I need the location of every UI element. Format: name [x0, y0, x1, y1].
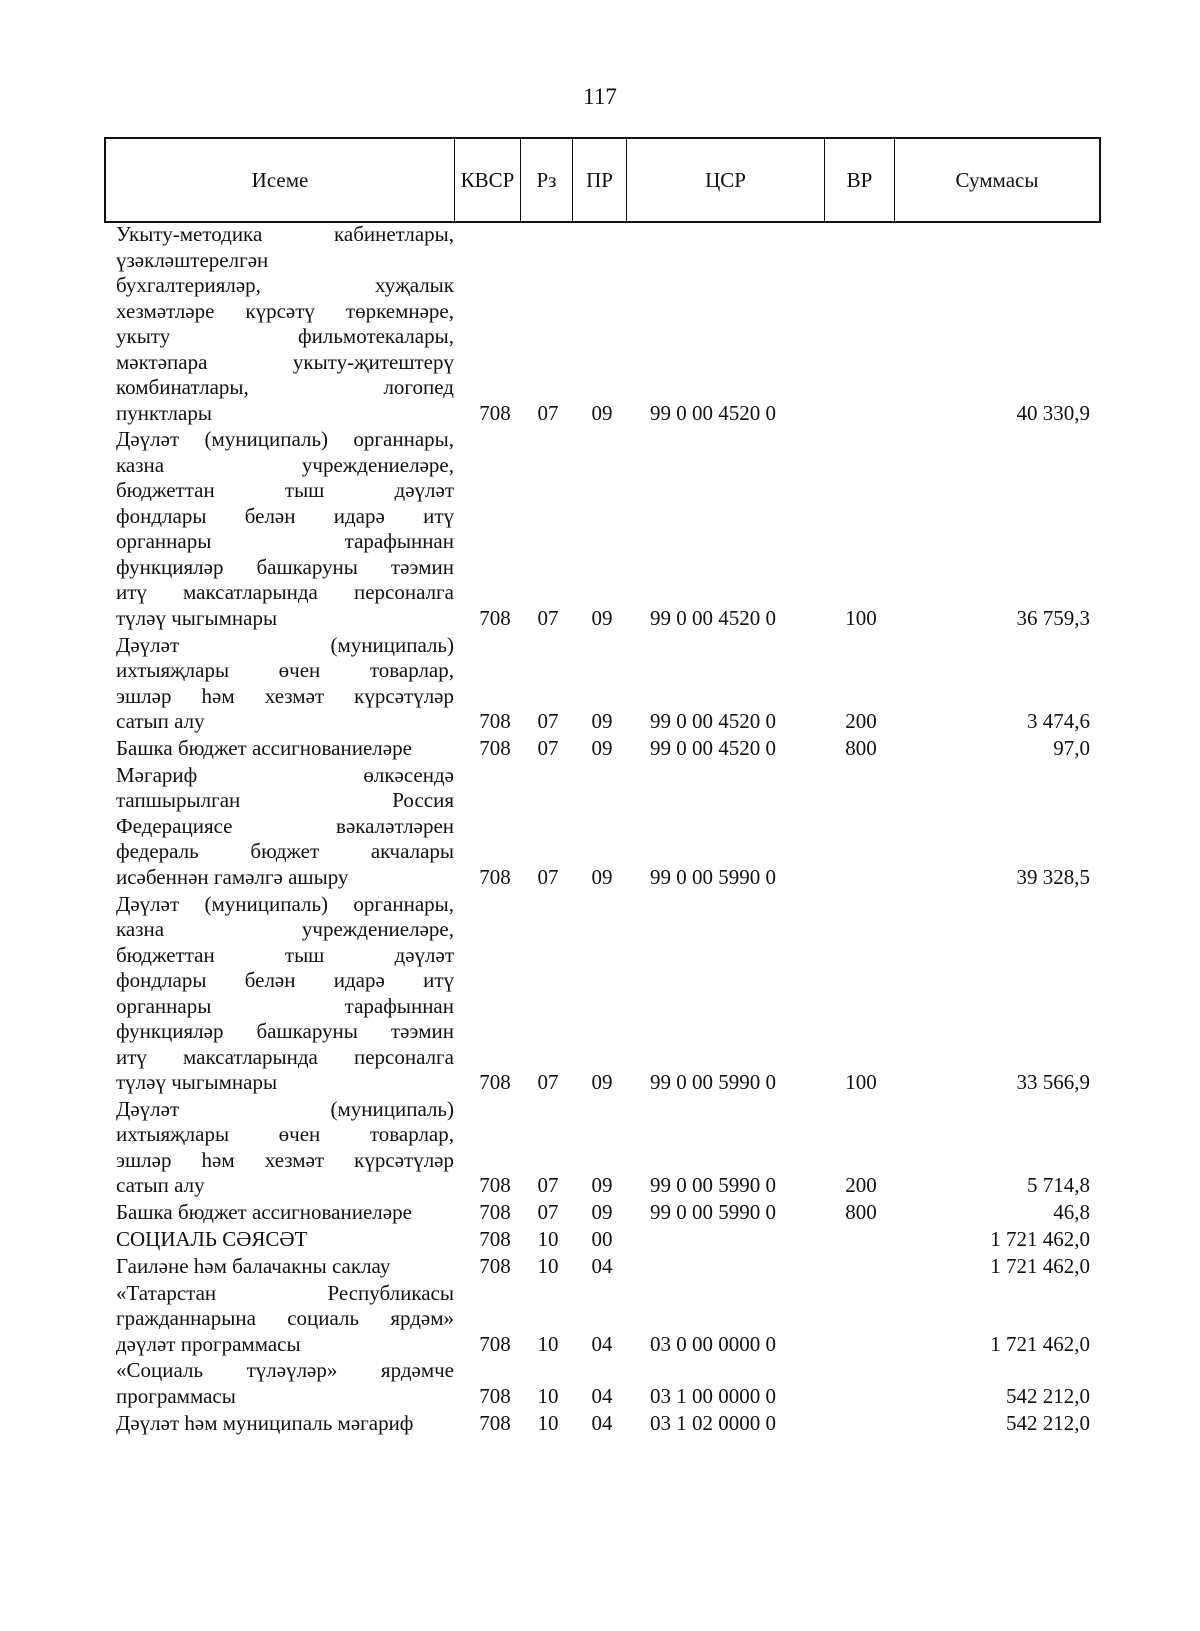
cell-kvsr: 708 [479, 1200, 511, 1225]
row-name-line: эшләр һәм хезмәт күрсәтүләр [116, 683, 454, 708]
cell-vr: 800 [845, 735, 877, 760]
row-name-line: мәктәпара укыту-җитештерү [116, 349, 454, 374]
cell-vr: 100 [845, 605, 877, 630]
row-name [116, 1227, 454, 1253]
table-row [0, 427, 1200, 631]
column-header-csr: ЦСР [627, 139, 825, 221]
cell-csr: 03 1 02 0000 0 [650, 1410, 776, 1435]
cell-sum: 33 566,9 [1016, 1070, 1090, 1094]
row-name-line: Укыту-методика кабинетлары, [116, 222, 454, 246]
cell-csr: 99 0 00 5990 0 [650, 1200, 776, 1225]
cell-rz: 07 [537, 605, 559, 630]
row-name-line: функцияләр башкаруны тәэмин [116, 554, 454, 579]
row-name-line: сатып алу [116, 709, 205, 734]
table-row [0, 1281, 1200, 1358]
row-name-line: Федерациясе вәкаләтләрен [116, 813, 454, 838]
row-name-line: итү максатларында персоналга [116, 1044, 454, 1069]
cell-rz: 10 [537, 1383, 559, 1408]
row-name [116, 1358, 454, 1409]
row-name-line: казна учреждениеләре, [116, 917, 454, 941]
cell-sum: 542 212,0 [1006, 1383, 1090, 1408]
row-name-line: Дәүләт (муниципаль) [116, 1096, 454, 1121]
cell-rz: 07 [537, 1173, 559, 1198]
row-name-line: Дәүләт (муниципаль) [116, 632, 454, 657]
cell-csr: 99 0 00 5990 0 [650, 1173, 776, 1198]
cell-csr [650, 1254, 810, 1280]
cell-csr: 99 0 00 4520 0 [650, 709, 776, 734]
cell-vr [836, 865, 886, 891]
cell-rz: 10 [537, 1226, 559, 1251]
table-row [0, 1254, 1200, 1280]
row-name-line: бухгалтерияләр, хуҗалык [116, 273, 454, 297]
row-name-line: исәбеннән гамәлгә ашыру [116, 864, 349, 889]
column-header-vr: ВР [825, 139, 895, 221]
row-name-line: ихтыяҗлары өчен товарлар, [116, 1122, 454, 1147]
row-name-line: программасы [116, 1383, 236, 1408]
row-name-line: хезмәтләре күрсәтү төркемнәре, [116, 298, 454, 323]
row-name-line: укыту фильмотекалары, [116, 324, 454, 348]
row-name [116, 1097, 454, 1199]
cell-rz: 07 [537, 735, 559, 760]
cell-csr: 03 1 00 0000 0 [650, 1383, 776, 1408]
column-header-rz: Рз [521, 139, 573, 221]
row-name-line: бюджеттан тыш дәүләт [116, 478, 454, 503]
cell-vr [836, 1332, 886, 1358]
cell-pr: 04 [591, 1331, 613, 1356]
row-name [116, 1411, 454, 1437]
cell-csr: 99 0 00 5990 0 [650, 1070, 776, 1094]
cell-kvsr: 708 [479, 1173, 511, 1198]
row-name-line: фондлары белән идарә итү [116, 503, 454, 528]
cell-pr: 00 [591, 1226, 613, 1251]
cell-vr: 200 [845, 709, 877, 734]
row-name-line: үзәкләштерелгән [116, 247, 269, 272]
row-name [116, 633, 454, 735]
row-name [116, 222, 454, 426]
table-row [0, 1200, 1200, 1226]
cell-pr: 04 [591, 1383, 613, 1408]
cell-sum: 36 759,3 [1016, 605, 1090, 630]
cell-vr: 100 [845, 1070, 877, 1094]
cell-sum: 3 474,6 [1027, 709, 1090, 734]
row-name-line: органнары тарафыннан [116, 529, 454, 554]
column-header-sum: Суммасы [955, 168, 1039, 192]
row-name-line: Дәүләт һәм муниципаль мәгариф [116, 1410, 414, 1435]
cell-kvsr: 708 [479, 1331, 511, 1356]
cell-pr: 09 [591, 864, 613, 889]
cell-kvsr: 708 [479, 1070, 511, 1094]
table-header [104, 137, 1101, 223]
row-name-line: Гаиләне һәм балачакны саклау [116, 1253, 391, 1278]
cell-vr [836, 1384, 886, 1410]
cell-kvsr: 708 [479, 735, 511, 760]
cell-kvsr: 708 [479, 864, 511, 889]
row-name [116, 1254, 454, 1280]
row-name-line: эшләр һәм хезмәт күрсәтүләр [116, 1147, 454, 1172]
row-name-line: Дәүләт (муниципаль) органнары, [116, 427, 454, 452]
cell-sum: 40 330,9 [1016, 400, 1090, 425]
cell-csr: 99 0 00 4520 0 [650, 605, 776, 630]
table-row [0, 1411, 1200, 1437]
row-name-line: тапшырылган Россия [116, 788, 454, 813]
row-name-line: комбинатлары, логопед [116, 375, 454, 399]
cell-pr: 09 [591, 1200, 613, 1225]
cell-rz: 10 [537, 1331, 559, 1356]
row-name-line: Башка бюджет ассигнованиеләре [116, 1200, 412, 1225]
column-header-kvsr: КВСР [455, 139, 521, 221]
cell-pr: 04 [591, 1410, 613, 1435]
page-number: 117 [583, 84, 617, 109]
cell-pr: 09 [591, 605, 613, 630]
row-name-line: функцияләр башкаруны тәэмин [116, 1019, 454, 1043]
row-name [116, 763, 454, 891]
cell-csr: 03 0 00 0000 0 [650, 1331, 776, 1356]
cell-sum: 1 721 462,0 [990, 1331, 1090, 1356]
table-row [0, 633, 1200, 735]
cell-sum: 1 721 462,0 [990, 1226, 1090, 1251]
cell-rz: 07 [537, 864, 559, 889]
cell-rz: 07 [537, 709, 559, 734]
cell-sum: 97,0 [1053, 735, 1090, 760]
cell-csr: 99 0 00 4520 0 [650, 735, 776, 760]
column-header-name: Исеме [106, 139, 455, 221]
row-name-line: пунктлары [116, 400, 212, 425]
row-name-line: түләү чыгымнары [116, 1070, 278, 1094]
cell-vr [836, 401, 886, 427]
cell-sum: 542 212,0 [1006, 1410, 1090, 1435]
cell-pr: 09 [591, 400, 613, 425]
row-name-line: органнары тарафыннан [116, 993, 454, 1018]
cell-pr: 09 [591, 1070, 613, 1094]
cell-rz: 10 [537, 1410, 559, 1435]
cell-sum: 5 714,8 [1027, 1173, 1090, 1198]
cell-kvsr: 708 [479, 1383, 511, 1408]
table-row [0, 222, 1200, 426]
cell-csr: 99 0 00 4520 0 [650, 400, 776, 425]
row-name-line: казна учреждениеләре, [116, 452, 454, 477]
column-header-pr: ПР [573, 139, 627, 221]
cell-csr [650, 1227, 810, 1253]
cell-kvsr: 708 [479, 1226, 511, 1251]
cell-kvsr: 708 [479, 1410, 511, 1435]
cell-kvsr: 708 [479, 1253, 511, 1278]
row-name-line: фондлары белән идарә итү [116, 968, 454, 992]
cell-pr: 09 [591, 735, 613, 760]
row-name-line: СОЦИАЛЬ СӘЯСӘТ [116, 1226, 308, 1251]
cell-pr: 09 [591, 1173, 613, 1198]
row-name-line: ихтыяҗлары өчен товарлар, [116, 658, 454, 683]
cell-csr: 99 0 00 5990 0 [650, 864, 776, 889]
row-name [116, 1200, 454, 1226]
cell-kvsr: 708 [479, 400, 511, 425]
row-name-line: түләү чыгымнары [116, 605, 278, 630]
table-row [0, 1227, 1200, 1253]
row-name-line: Башка бюджет ассигнованиеләре [116, 735, 412, 760]
cell-rz: 07 [537, 1200, 559, 1225]
cell-vr: 200 [845, 1173, 877, 1198]
row-name-line: итү максатларында персоналга [116, 580, 454, 605]
cell-vr [836, 1411, 886, 1437]
row-name-line: гражданнарына социаль ярдәм» [116, 1306, 454, 1330]
table-row [0, 1358, 1200, 1409]
row-name-line: Мәгариф өлкәсендә [116, 762, 454, 787]
row-name-line: «Татарстан Республикасы [116, 1280, 454, 1305]
table-row [0, 1097, 1200, 1199]
row-name-line: Дәүләт (муниципаль) органнары, [116, 891, 454, 916]
cell-sum: 46,8 [1053, 1200, 1090, 1225]
row-name [116, 892, 454, 1096]
cell-pr: 09 [591, 709, 613, 734]
table-row [0, 763, 1200, 891]
cell-sum: 1 721 462,0 [990, 1253, 1090, 1278]
cell-vr: 800 [845, 1200, 877, 1225]
table-row [0, 892, 1200, 1096]
cell-pr: 04 [591, 1253, 613, 1278]
row-name-line: сатып алу [116, 1173, 205, 1198]
cell-kvsr: 708 [479, 709, 511, 734]
row-name-line: федераль бюджет акчалары [116, 839, 454, 864]
cell-rz: 07 [537, 400, 559, 425]
row-name-line: «Социаль түләүләр» ярдәмче [116, 1358, 454, 1383]
cell-kvsr: 708 [479, 605, 511, 630]
table-row [0, 736, 1200, 762]
cell-rz: 07 [537, 1070, 559, 1094]
row-name [116, 1281, 454, 1358]
row-name-line: бюджеттан тыш дәүләт [116, 942, 454, 967]
row-name [116, 427, 454, 631]
cell-vr [836, 1254, 886, 1280]
cell-vr [836, 1227, 886, 1253]
cell-sum: 39 328,5 [1016, 864, 1090, 889]
cell-rz: 10 [537, 1253, 559, 1278]
row-name-line: дәүләт программасы [116, 1331, 301, 1356]
row-name [116, 736, 454, 762]
